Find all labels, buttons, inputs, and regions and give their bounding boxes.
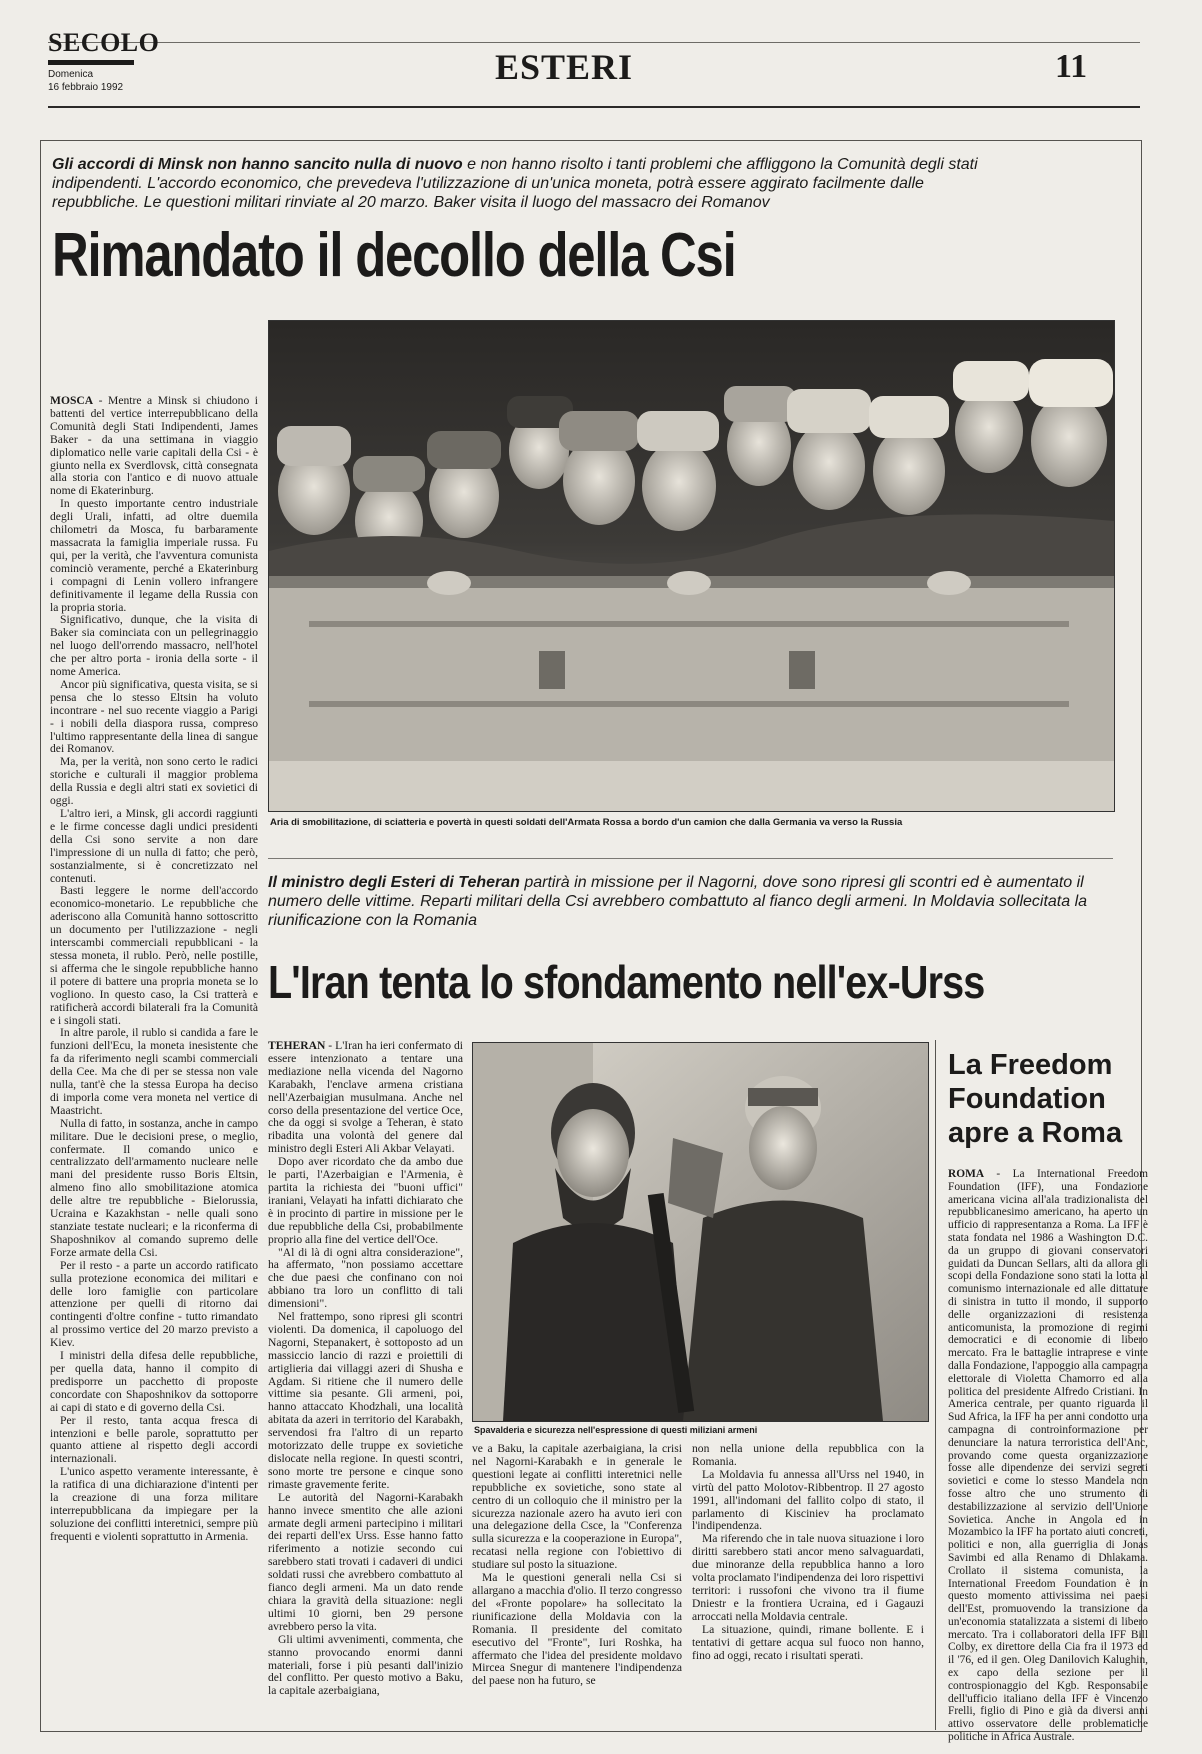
article1-paragraph: I ministri della difesa delle repubbliche, per quella data, hanno il compito di predisporre un pacchetto di proposte concordate con Shaposhnikov da sottoporre ai capi di stato e di governo della Csi. (50, 1349, 258, 1414)
article1-paragraph: Significativo, dunque, che la visita di Baker sia cominciata con un pellegrinaggio nel luogo dell'orrendo massacro, nell'hotel che per altro porta - ironia della sorte - il nome America. (50, 613, 258, 679)
article2-paragraph: La situazione, quindi, rimane bollente. E i tentativi di gettare acqua sul fuoco non hanno, fino ad oggi, recato i risultati sperati. (692, 1622, 924, 1662)
article1-paragraph: L'altro ieri, a Minsk, gli accordi raggiunti e le firme concesse dagli undici presidenti della Csi sono servite a non dare l'impressione di un nulla di fatto; che però, sostanzialmente, si è concretizzato nel contenuti. (50, 807, 258, 885)
sidebar-body (948, 1168, 1148, 1744)
issue-date: 16 febbraio 1992 (48, 82, 124, 93)
article1-paragraph: L'unico aspetto veramente interessante, è la ratifica di una dichiarazione d'intenti per la creazione di una forza militare interrepubblicana da impiegare per la soluzione dei conflitti interetnici, sempre più frequenti e violenti soprattutto in Armenia. (50, 1465, 258, 1543)
article1-body (50, 395, 258, 1544)
masthead-top-rule (48, 42, 1140, 43)
militiamen-photo-caption: Spavalderia e sicurezza nell'espressione di questi miliziani armeni (474, 1425, 758, 1435)
article1-kicker-text: e non hanno risolto i tanti problemi che affliggono la Comunità degli stati indipendenti. L'accordo economico, che prevedeva l'utilizzazione di un'unica moneta, potrà essere aggirato facilmente dalle repubbliche. Le questioni militari rinviate al 20 marzo. Baker visita il luogo del massacro dei Romanov (52, 156, 978, 211)
article1-paragraph: Per il resto - a parte un accordo ratificato sulla protezione economica dei militari e delle loro famiglie con particolare attenzione per quelli di ritorno dai contingenti d'oltre confine - tutto rimandato al prossimo vertice del 20 marzo previsto a Kiev. (50, 1258, 258, 1350)
article1-paragraph: In altre parole, il rublo si candida a fare le funzioni dell'Ecu, la moneta inesistente che fa da riferimento negli scambi commerciali della Cee. Ma che di per se stessa non vale nulla, tant'è che la stessa Europa ha deciso di imporla come vera moneta nel vertice di Maastricht. (50, 1026, 258, 1117)
sidebar-paragraph: ROMA - La International Freedom Foundation (IFF), una Fondazione americana vicina all'ala tradizionalista del repubblicanesimo americano, ha aperto un ufficio di rappresentanza a Roma. La IFF è stata fondata nel 1986 a Washington D.C. da un gruppo di giovani conservatori guidati da Duncan Sellars, alti da allora gli scopi della Fondazione sono stati la lotta al comunismo internazionale ed alle dittature di sinistra in tutto il mondo, il supporto delle organizzazioni di resistenza anticomunista, la promozione di regimi democratici e di economie di libero mercato. Fra le battaglie intraprese e vinte dalla Fondazione, l'appoggio alla campagna elettorale di Violetta Chamorro ed alla politica del presidente Alfredo Cristiani. In America centrale, per quanto riguarda il Sud Africa, la IFF ha per anni condotto una campagna di controinformazione per denunciare la natura terroristica dell'Anc, provando come questa organizzazione fosse alle dipendenze dei servizi segreti sovietici e come lo stesso Mandela non fosse altro che uno strumento di destabilizzazione al servizio dell'Unione Sovietica. Anche in Angola ed in Mozambico la IFF ha portato aiuti concreti, politici e non, alla guerriglia di Jonas Savimbi ed alla Renamo di Dhlakama. Crollato il sistema comunista, la International Freedom Foundation è in questo momento attivissima nei paesi dell'Est, promuovendo la transizione da un'economia statalizzata a sistemi di libero mercato. Tra i collaboratori della IFF Bill Colby, ex direttore della Cia fra il 1973 ed il '76, ed il gen. Oleg Danilovich Kalughin, ex capo della sezione per il controspionaggio del Kgb. Responsabile dell'ufficio italiano della IFF è Vincenzo Frelli, figlio di Pino e già da diversi anni attivo osservatore delle problematiche politiche in Africa Australe. (948, 1168, 1148, 1744)
soldiers-photo (268, 320, 1115, 812)
issue-day: Domenica (48, 69, 94, 80)
article1-headline: Rimandato il decollo della Csi (52, 221, 736, 290)
article2-column-c (692, 1443, 924, 1662)
article2-paragraph: non nella unione della repubblica con la Romania. (692, 1442, 924, 1468)
article2-paragraph: ve a Baku, la capitale azerbaigiana, la crisi nel Nagorni-Karabakh e in generale le questioni legate ai conflitti interetnici nelle repubbliche ex sovietiche, sono state al centro di un colloquio che il ministro per la sicurezza nazionale azero ha avuto ieri con una delegazione della Csce, la "Conferenza sulla sicurezza e la cooperazione in Europa", recatasi nella regione con l'obiettivo di studiare sul posto la situazione. (472, 1442, 682, 1572)
masthead (40, 20, 1160, 115)
article2-kicker (268, 873, 1108, 930)
article1-paragraph: Basti leggere le norme dell'accordo economico-monetario. Le repubbliche che aderiscono alla Comunità hanno sottoscritto un documento per l'utilizzazione - negli interscambi commerciali repubblicani - la stessa moneta, il rublo. Però, nelle postille, si afferma che le singole repubbliche hanno il potere di battere una propria moneta se lo vogliono. In questo caso, la Csi tratterà e ratificherà accordi bilaterali fra la Comunità e i singoli stati. (50, 884, 258, 1027)
sidebar-headline: La Freedom Foundation apre a Roma (948, 1049, 1123, 1149)
article1-paragraph: MOSCA - Mentre a Minsk si chiudono i battenti del vertice interrepubblicano della Comunità degli Stati Indipendenti, James Baker - da una settimana in viaggio diplomatico nelle varie capitali della Csi - è giunto nella ex Sverdlovsk, città consegnata alla storia con l'antico e di nuovo attuale nome di Ekaterinburg. (50, 394, 258, 498)
article2-paragraph: Dopo aver ricordato che da ambo due le parti, l'Azerbaigian e l'Armenia, è partita la richiesta dei "buoni uffici" iraniani, Velayati ha infatti dichiarato che è in procinto di partire in missione per le due repubbliche della Csi, probabilmente proprio alla fine del vertice dell'Oce. (268, 1155, 463, 1246)
article2-paragraph: Nel frattempo, sono ripresi gli scontri violenti. Da domenica, il capoluogo del Nagorni, Stepanakert, è sottoposto ad un massiccio lancio di razzi e proiettili di artiglieria dai villaggi azeri di Shusha e Agdam. Si ritiene che il numero delle vittime sia pesante. Gli armeni, poi, hanno attaccato Khodzhali, una località abitata da azeri in territorio del Karabakh, servendosi fra l'altro di un reparto motorizzato delle truppe ex sovietiche dislocate nella regione. In questi scontri, sono morte tre persone e cinque sono rimaste gravemente ferite. (268, 1310, 463, 1491)
article1-paragraph: Ancor più significativa, questa visita, se si pensa che lo stesso Eltsin ha voluto incontrare - nel suo recente viaggio a Parigi - i nobili della diaspora russa, compreso l'ultimo rappresentante della linea di sangue dei Romanov. (50, 677, 258, 756)
article1-paragraph: In questo importante centro industriale degli Urali, infatti, ad oltre duemila chilometri da Mosca, fu barbaramente massacrata la famiglia imperiale russa. Fu qui, per la verità, che l'avventura comunista cominciò veramente, perché a Ekaterinburg i compagni di Lenin vollero infrangere definitivamente il legame della Russia con la propria storia. (50, 497, 258, 614)
article2-column-a (268, 1040, 463, 1698)
soldiers-photo-caption: Aria di smobilitazione, di sciatteria e povertà in questi soldati dell'Armata Rossa a bordo d'un camion che dalla Germania va verso la Russia (270, 817, 903, 828)
logo-bar (48, 60, 134, 65)
article1-paragraph: Per il resto, tanta acqua fresca di intenzioni e belle parole, soprattutto per quanto attiene al rispetto degli accordi internazionali. (50, 1413, 258, 1466)
article2-paragraph: Ma le questioni generali nella Csi si allargano a macchia d'olio. Il terzo congresso del «Fronte popolare» ha sollecitato la riunificazione della Moldavia con la Romania. Il presidente del comitato esecutivo del "Fronte", Iuri Roshka, ha affermato che l'idea del presidente moldavo Mircea Snegur di mantenere l'indipendenza del paese non ha futuro, se (472, 1571, 682, 1688)
militiamen-photo (472, 1042, 929, 1422)
newspaper-logo: SECOLO (48, 28, 160, 57)
article2-headline: L'Iran tenta lo sfondamento nell'ex-Urss (268, 956, 985, 1008)
page-number: 11 (1055, 48, 1088, 85)
article2-paragraph: Gli ultimi avvenimenti, commenta, che stanno provocando enormi danni materiali, forse i più pesanti dall'inizio del conflitto. Per questo motivo a Baku, la capitale azerbaigiana, (268, 1632, 463, 1698)
article1-paragraph: Nulla di fatto, in sostanza, anche in campo militare. Due le decisioni prese, o meglio, confermate. Il comando unico e centralizzato dell'armamento nucleare nelle mani del presidente russo Boris Eltsin, almeno fino allo smobilitazione atomica delle altre tre repubbliche - Bielorussia, Ucraina e Kazakhstan - nelle quali sono stanziate testate nucleari; e la riconferma di Shaposhnikov al comando supremo delle Forze armate della Csi. (50, 1116, 258, 1259)
sidebar-article (935, 1040, 1148, 1744)
article2-paragraph: TEHERAN - L'Iran ha ieri confermato di essere intenzionato a tentare una mediazione nella vicenda del Nagorno Karabakh, l'enclave armena cristiana nell'Azerbaigian musulmana. Anche nel corso della presentazione del vertice Oce, che da oggi si svolge a Teheran, è stato ribadita una volontà del genere dal ministro degli Esteri Ali Akbar Velayati. (268, 1039, 463, 1156)
section-title: ESTERI (495, 47, 634, 87)
newspaper-page (40, 20, 1160, 1744)
article2-dateline: TEHERAN (268, 1039, 326, 1052)
article2-paragraph: La Moldavia fu annessa all'Urss nel 1940, in virtù del patto Molotov-Ribbentrop. Il 27 agosto 1991, all'indomani del fallito colpo di stato, il parlamento di Kisciniev ha proclamato l'indipendenza. (692, 1467, 924, 1533)
masthead-rule (48, 106, 1140, 108)
section-divider (268, 858, 1113, 859)
article1-kicker (52, 155, 1012, 212)
article2-paragraph: "Al di là di ogni altra considerazione", ha affermato, "non possiamo accettare che due paesi che confinano con noi abbiano tra loro un conflitto di tali dimensioni". (268, 1245, 463, 1311)
article2-kicker-text: partirà in missione per il Nagorni, dove sono ripresi gli scontri ed è aumentato il numero delle vittime. Reparti militari della Csi avrebbero combattuto al fianco degli armeni. In Moldavia sollecitata la riunificazione con la Romania (268, 874, 1088, 929)
article1-paragraph: Ma, per la verità, non sono certo le radici storiche e culturali il maggior problema della Russia e degli altri stati ex sovietici di oggi. (50, 755, 258, 808)
article2-paragraph: Le autorità del Nagorni-Karabakh hanno invece smentito che alle azioni armate degli armeni partecipino i militari dei reparti dell'ex Urss. Esse hanno fatto riferimento a notizie secondo cui sarebbero stati trovati i cadaveri di undici soldati russi che avrebbero combattuto al fianco degli armeni. Ma un dato rende chiara la gravità della situazione: negli ultimi 10 giorni, ben 29 persone avrebbero perso la vita. (268, 1490, 463, 1633)
article1-dateline: MOSCA (50, 394, 94, 407)
article2-paragraph: Ma riferendo che in tale nuova situazione i loro diritti sarebbero stati ancor meno salvaguardati, due minoranze della repubblica hanno a loro volta proclamato l'indipendenza dei loro rispettivi territori: i russofoni che vivono tra il fiume Dniestr e la frontiera Ucraina, ed i Gagauzi arroccati nella Moldavia centrale. (692, 1532, 924, 1623)
article1-kicker-bold: Gli accordi di Minsk non hanno sancito nulla di nuovo (52, 156, 463, 173)
article2-kicker-bold: Il ministro degli Esteri di Teheran (268, 874, 520, 891)
article2-column-b (472, 1443, 682, 1688)
sidebar-dateline: ROMA (948, 1168, 985, 1180)
